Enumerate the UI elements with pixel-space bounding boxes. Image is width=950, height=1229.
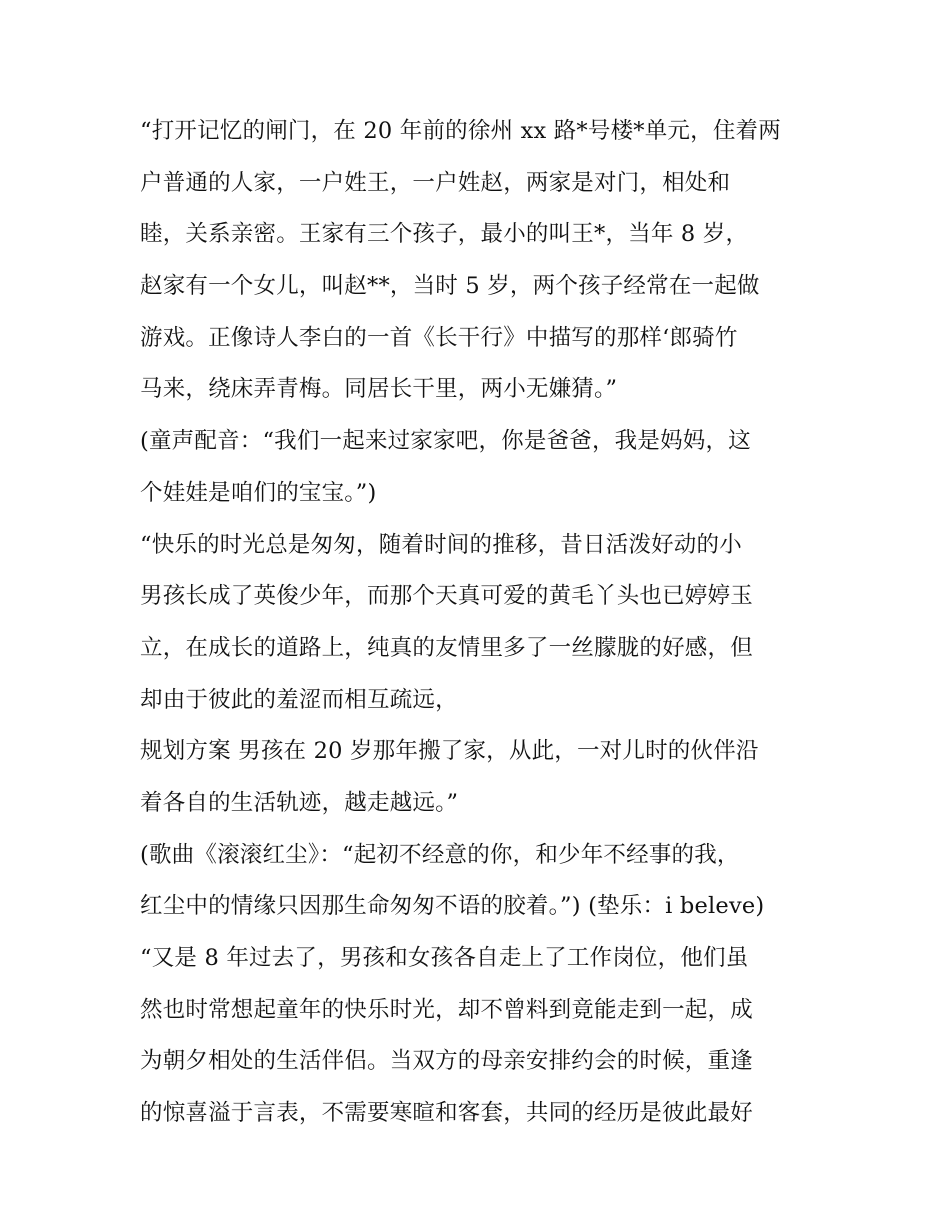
text-line: “又是 8 年过去了，男孩和女孩各自走上了工作岗位，他们虽 [140,945,749,971]
text-line: 男孩长成了英俊少年，而那个天真可爱的黄毛丫头也已婷婷玉 [140,583,753,610]
text-line: 个娃娃是咱们的宝宝。”) [140,479,377,506]
text-line: 睦，关系亲密。王家有三个孩子，最小的叫王*，当年 8 岁， [140,221,749,248]
text-line: 红尘中的情缘只因那生命匆匆不语的胶着。”) (垫乐：i beleve) [140,893,765,920]
text-line: 规划方案 男孩在 20 岁那年搬了家，从此，一对儿时的伙伴沿 [140,738,759,765]
text-line: 立，在成长的道路上，纯真的友情里多了一丝朦胧的好感，但 [140,634,753,661]
text-line: 却由于彼此的羞涩而相互疏远， [140,686,458,713]
text-line: (童声配音：“我们一起来过家家吧，你是爸爸，我是妈妈，这 [140,428,751,455]
text-line: 户普通的人家，一户姓王，一户姓赵，两家是对门，相处和 [140,169,731,196]
text-line: 然也时常想起童年的快乐时光，却不曾料到竟能走到一起，成 [140,996,753,1023]
text-line: 的惊喜溢于言表，不需要寒暄和客套，共同的经历是彼此最好 [140,1100,753,1127]
text-line: (歌曲《滚滚红尘》：“起初不经意的你，和少年不经事的我， [140,841,740,868]
text-line: 为朝夕相处的生活伴侣。当双方的母亲安排约会的时候，重逢 [140,1048,753,1075]
document-body [140,106,820,1140]
text-line: 着各自的生活轨迹，越走越远。” [140,789,459,816]
text-line: “快乐的时光总是匆匆，随着时间的推移，昔日活泼好动的小 [140,531,742,558]
text-line: 马来，绕床弄青梅。同居长干里，两小无嫌猜。” [140,376,618,403]
text-line: “打开记忆的闸门，在 20 年前的徐州 xx 路*号楼*单元，住着两 [140,118,781,144]
text-line: 游戏。正像诗人李白的一首《长干行》中描写的那样‘郎骑竹 [140,324,738,351]
text-line: 赵家有一个女儿，叫赵**，当时 5 岁，两个孩子经常在一起做 [140,273,760,300]
